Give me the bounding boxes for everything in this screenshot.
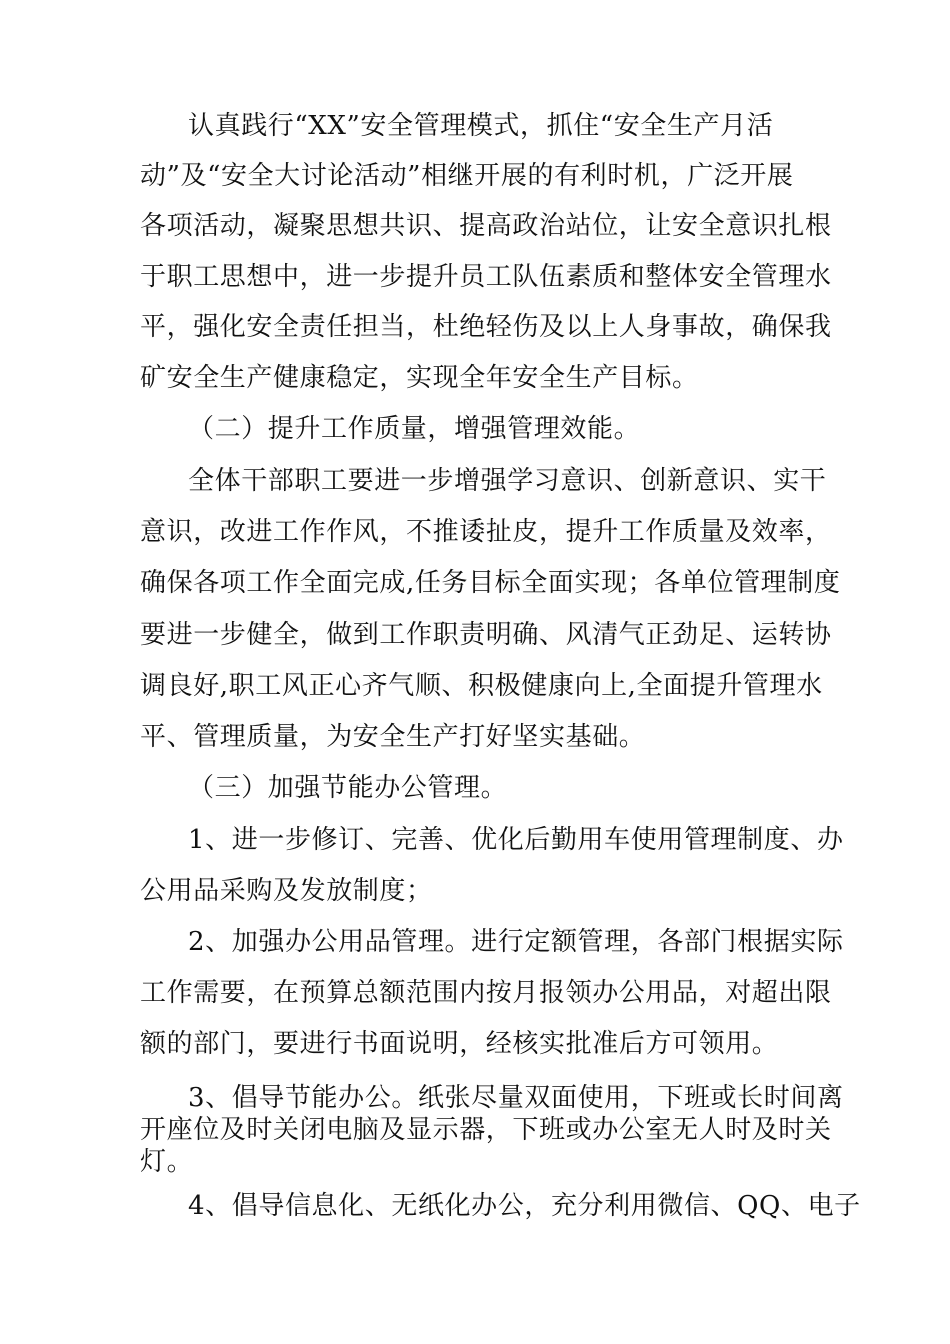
list-item-line: 2、加强办公用品管理。进行定额管理，各部门根据实际 — [188, 927, 844, 957]
paragraph-line: 认真践行“XX”安全管理模式，抓住“安全生产月活 — [188, 111, 774, 141]
paragraph-line: 调良好,职工风正心齐气顺、积极健康向上,全面提升管理水 — [140, 671, 823, 701]
paragraph-line: 于职工思想中，进一步提升员工队伍素质和整体安全管理水 — [140, 262, 832, 292]
paragraph-line: 意识，改进工作作风，不推诿扯皮，提升工作质量及效率， — [140, 517, 832, 547]
list-item-line: 公用品采购及发放制度； — [140, 876, 433, 906]
paragraph-line: 动”及“安全大讨论活动”相继开展的有利时机，广泛开展 — [140, 161, 794, 191]
list-item-line: 4、倡导信息化、无纸化办公，充分利用微信、QQ、电子 — [188, 1191, 861, 1221]
list-item-line: 灯。 — [140, 1147, 194, 1177]
paragraph-line: 平，强化安全责任担当，杜绝轻伤及以上人身事故，确保我 — [140, 312, 832, 342]
list-item-line: 3、倡导节能办公。纸张尽量双面使用，下班或长时间离 — [188, 1083, 844, 1113]
section-heading: （二）提升工作质量，增强管理效能。 — [188, 414, 641, 444]
list-item-line: 开座位及时关闭电脑及显示器，下班或办公室无人时及时关 — [140, 1115, 832, 1145]
paragraph-line: 全体干部职工要进一步增强学习意识、创新意识、实干 — [188, 466, 827, 496]
paragraph-line: 要进一步健全，做到工作职责明确、风清气正劲足、运转协 — [140, 620, 832, 650]
list-item-line: 1、进一步修订、完善、优化后勤用车使用管理制度、办 — [188, 825, 844, 855]
paragraph-line: 各项活动，凝聚思想共识、提高政治站位，让安全意识扎根 — [140, 211, 832, 241]
list-item-line: 额的部门，要进行书面说明，经核实批准后方可领用。 — [140, 1029, 779, 1059]
paragraph-line: 矿安全生产健康稳定，实现全年安全生产目标。 — [140, 363, 699, 393]
paragraph-line: 确保各项工作全面完成,任务目标全面实现；各单位管理制度 — [140, 568, 841, 598]
list-item-line: 工作需要，在预算总额范围内按月报领办公用品，对超出限 — [140, 978, 832, 1008]
section-heading: （三）加强节能办公管理。 — [188, 773, 508, 803]
paragraph-line: 平、管理质量，为安全生产打好坚实基础。 — [140, 722, 646, 752]
